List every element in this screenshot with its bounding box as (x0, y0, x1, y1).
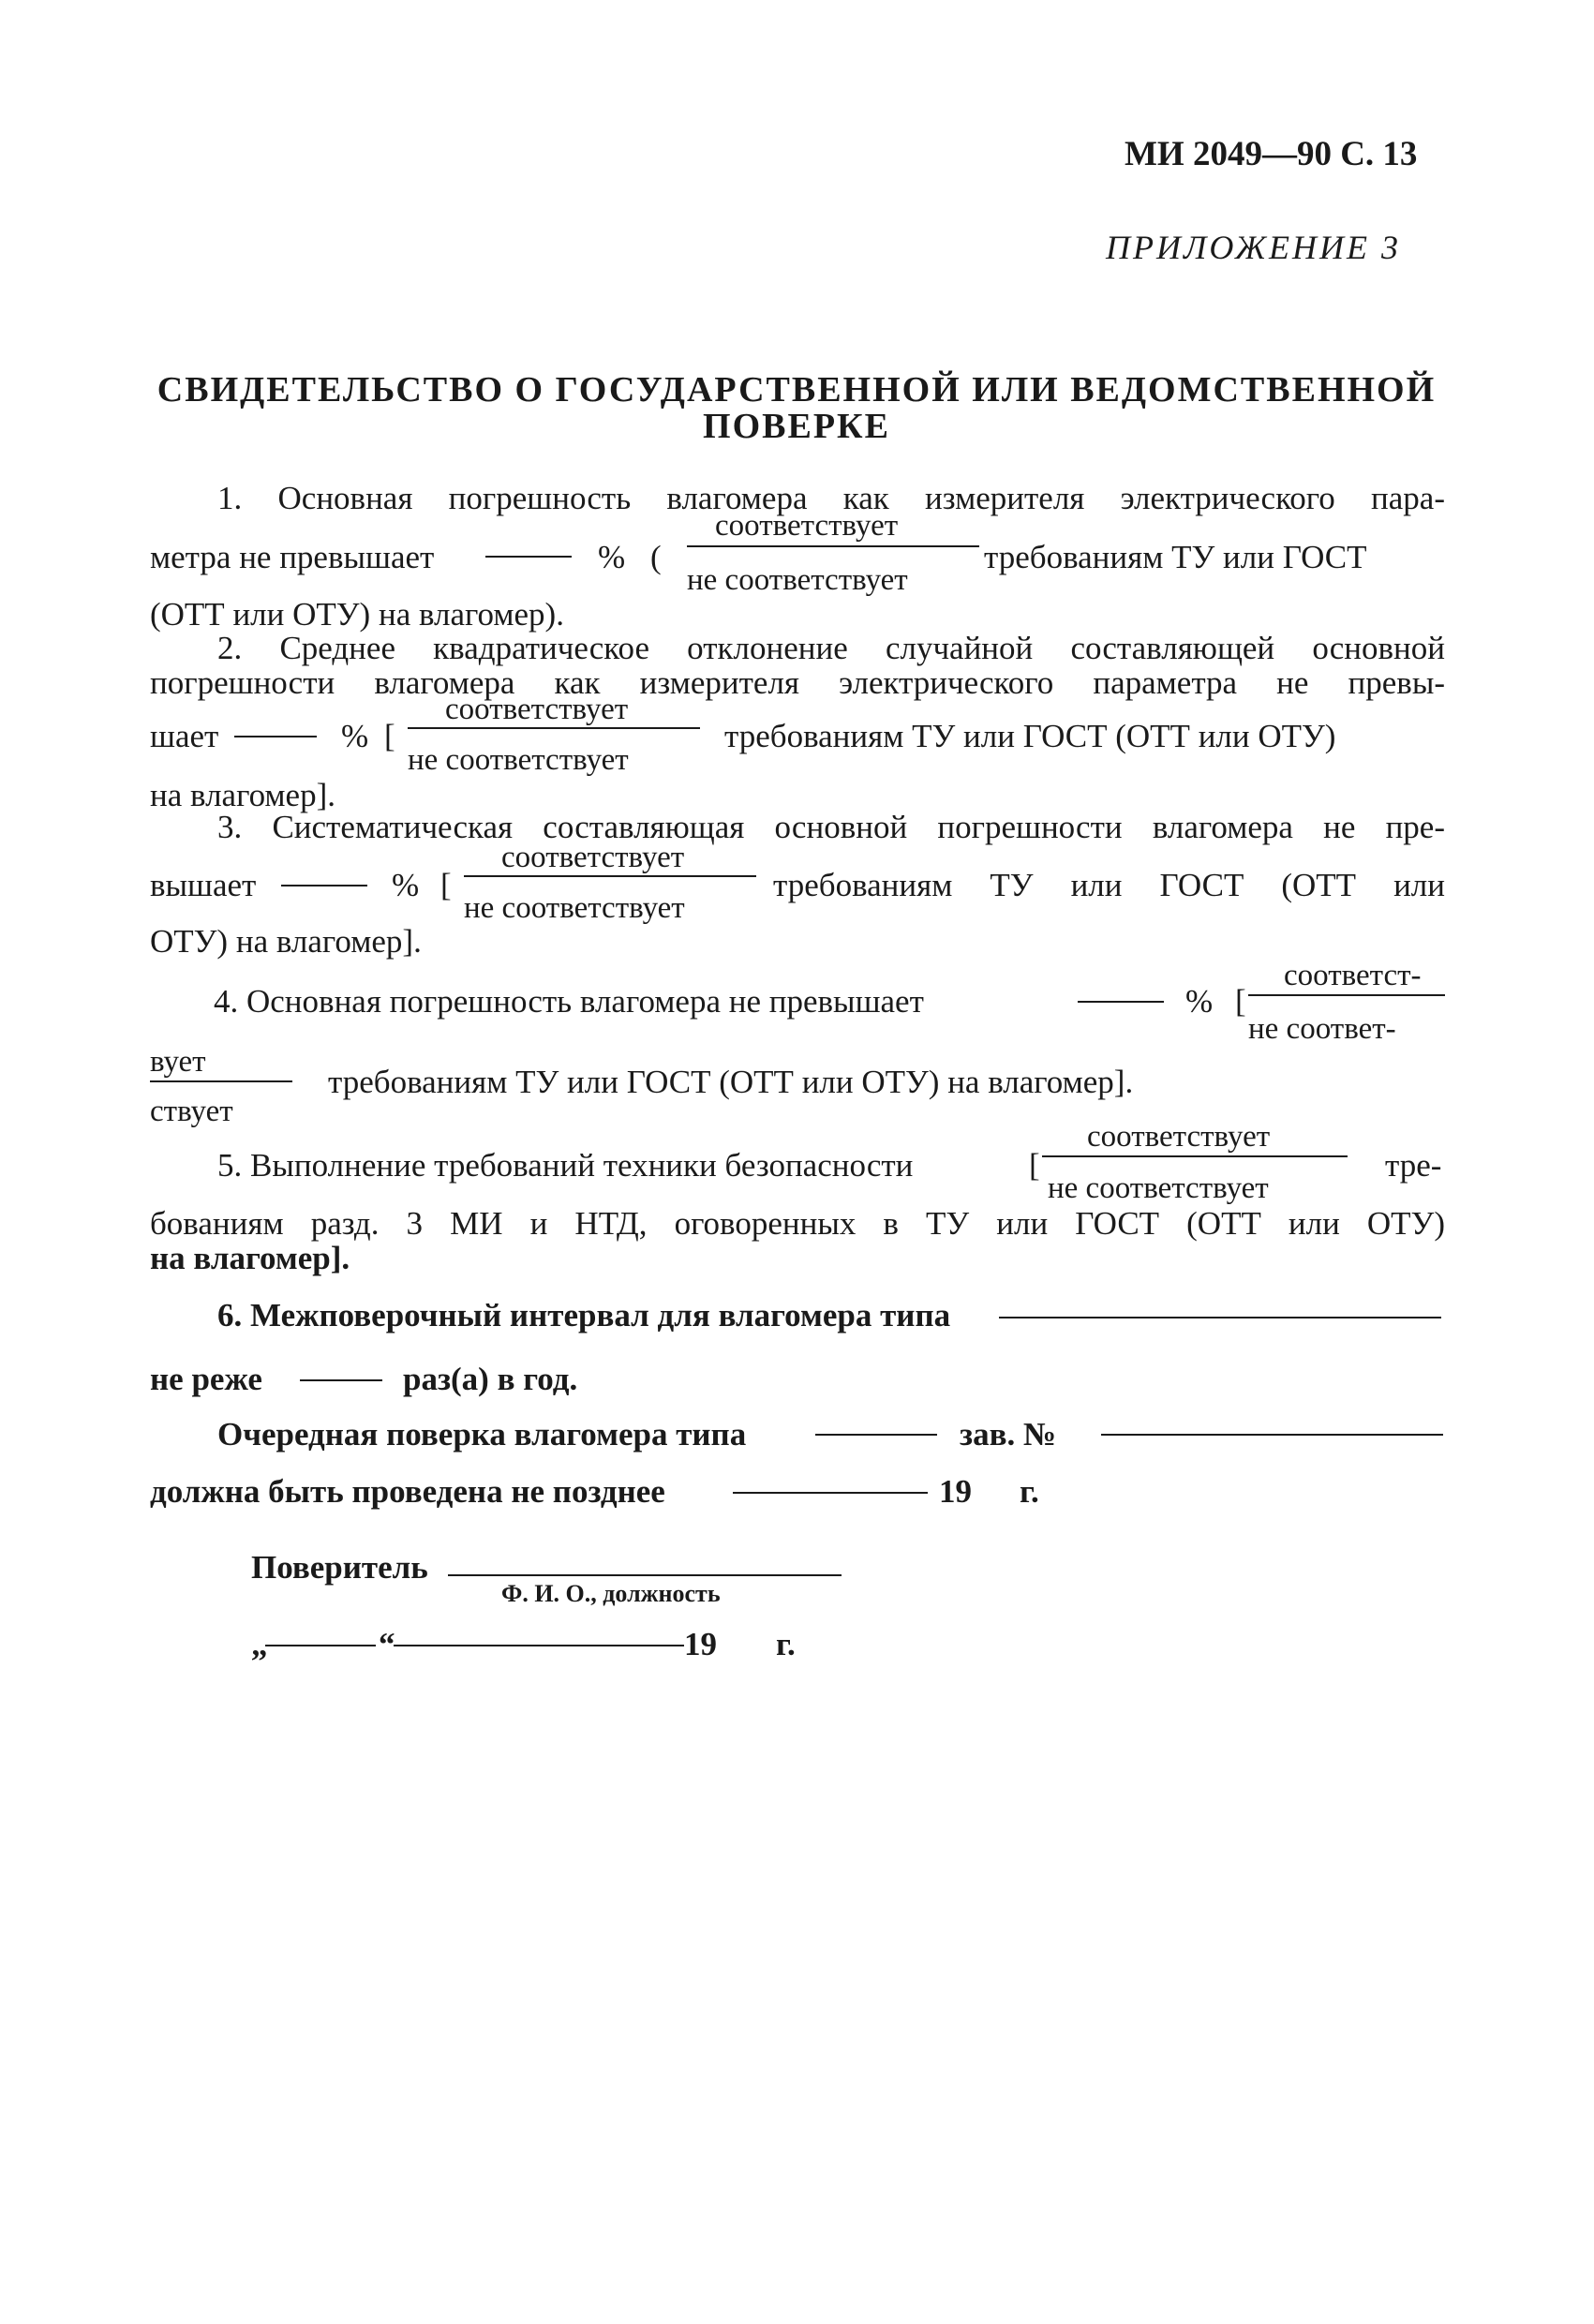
date-day-blank (265, 1645, 376, 1646)
date-open-quote: „ (251, 1626, 268, 1662)
item3-line2-d: требованиям ТУ или ГОСТ (ОТТ или (773, 867, 1445, 903)
date-month-blank (394, 1645, 684, 1646)
next-check-date-blank (733, 1492, 928, 1494)
item2-bracket: [ (384, 718, 395, 754)
item5-line3: на влагомер]. (150, 1240, 350, 1276)
item3-line3: ОТУ) на влагомер]. (150, 923, 422, 960)
item3-line2-a: вышает (150, 867, 257, 903)
item2-frac-bottom: не соответствует (408, 743, 629, 777)
item1-paren: ( (650, 539, 662, 575)
item2-line2: погрешности влагомера как измерителя электрического параметра не превы- (150, 664, 1445, 701)
item4-blank (1078, 1001, 1164, 1003)
date-g: г. (776, 1626, 796, 1662)
item3-line1: 3. Систематическая составляющая основной погрешности влагомера не пре- (217, 809, 1445, 845)
item4-line1-a: 4. Основная погрешность влагомера не превышает (214, 983, 924, 1020)
verifier-label: Поверитель (251, 1549, 428, 1586)
item1-blank (485, 556, 572, 558)
appendix-label: ПРИЛОЖЕНИЕ 3 (1106, 229, 1401, 266)
next-check-year: 19 (939, 1473, 972, 1510)
item1-percent: % (598, 539, 626, 575)
item2-line3-a: шает (150, 718, 219, 754)
item6-rate-blank (300, 1379, 382, 1381)
item3-bracket: [ (440, 867, 452, 903)
item3-percent: % (392, 867, 420, 903)
item2-blank (234, 736, 317, 737)
item6-line2-a: не реже (150, 1361, 262, 1397)
verifier-caption: Ф. И. О., должность (501, 1580, 721, 1607)
item4-bracket: [ (1235, 983, 1246, 1020)
item2-frac-line (408, 727, 700, 729)
item3-frac-line (464, 875, 756, 877)
page-header-code: МИ 2049—90 С. 13 (1125, 135, 1418, 173)
item2-line1: 2. Среднее квадратическое отклонение случайной составляющей основной (217, 630, 1445, 666)
document-title-line1: СВИДЕТЕЛЬСТВО О ГОСУДАРСТВЕННОЙ ИЛИ ВЕДОМСТВЕННОЙ (156, 370, 1437, 410)
item1-line2-a: метра не превышает (150, 539, 435, 575)
item5-frac-bottom: не соответствует (1048, 1171, 1269, 1205)
item1-frac-bottom: не соответствует (687, 563, 908, 597)
item1-line3: (ОТТ или ОТУ) на влагомер). (150, 596, 564, 633)
item6-line1-a: 6. Межповерочный интервал для влагомера типа (217, 1297, 951, 1333)
next-check-line1-a: Очередная поверка влагомера типа (217, 1416, 747, 1452)
item4-frac-bottom: не соответ- (1248, 1012, 1396, 1046)
item4-line2-d: требованиям ТУ или ГОСТ (ОТТ или ОТУ) на влагомер]. (328, 1064, 1134, 1100)
item1-line1: 1. Основная погрешность влагомера как измерителя электрического пара- (217, 480, 1445, 516)
item6-type-blank (999, 1317, 1441, 1318)
item4-frac-line (1248, 994, 1445, 996)
item6-line2-b: раз(а) в год. (403, 1361, 578, 1397)
item2-frac-top: соответствует (445, 693, 629, 726)
item2-line3-d: требованиям ТУ или ГОСТ (ОТТ или ОТУ) (724, 718, 1336, 754)
item1-frac-top: соответствует (715, 509, 899, 543)
item5-frac-line (1042, 1155, 1348, 1157)
item5-line1-a: 5. Выполнение требований техники безопасности (217, 1147, 914, 1184)
item4-percent: % (1185, 983, 1214, 1020)
date-close-quote: “ (379, 1626, 395, 1662)
item5-line1-d: тре- (1385, 1147, 1442, 1184)
item5-frac-top: соответствует (1087, 1120, 1271, 1154)
item2-percent: % (341, 718, 369, 754)
document-title-line2: ПОВЕРКЕ (703, 407, 890, 446)
item4-cont-top: вует (150, 1045, 206, 1079)
item5-bracket: [ (1029, 1147, 1040, 1184)
next-check-serial-blank (1101, 1434, 1443, 1436)
item2-line4: на влагомер]. (150, 777, 335, 813)
item4-frac-top: соответст- (1284, 959, 1422, 992)
next-check-g: г. (1020, 1473, 1039, 1510)
item1-line2-d: требованиям ТУ или ГОСТ (984, 539, 1367, 575)
item3-frac-top: соответствует (501, 841, 685, 874)
item4-cont-line (150, 1080, 292, 1082)
item3-blank (281, 885, 367, 886)
item3-frac-bottom: не соответствует (464, 891, 685, 925)
item1-frac-line (687, 545, 979, 547)
next-check-serial-label: зав. № (960, 1416, 1057, 1452)
next-check-line2-a: должна быть проведена не позднее (150, 1473, 665, 1510)
item5-line2: бованиям разд. 3 МИ и НТД, оговоренных в ТУ или ГОСТ (ОТТ или ОТУ) (150, 1205, 1445, 1242)
next-check-type-blank (815, 1434, 937, 1436)
date-year: 19 (684, 1626, 717, 1662)
verifier-signature-line (448, 1574, 842, 1576)
item4-cont-bottom: ствует (150, 1095, 233, 1128)
